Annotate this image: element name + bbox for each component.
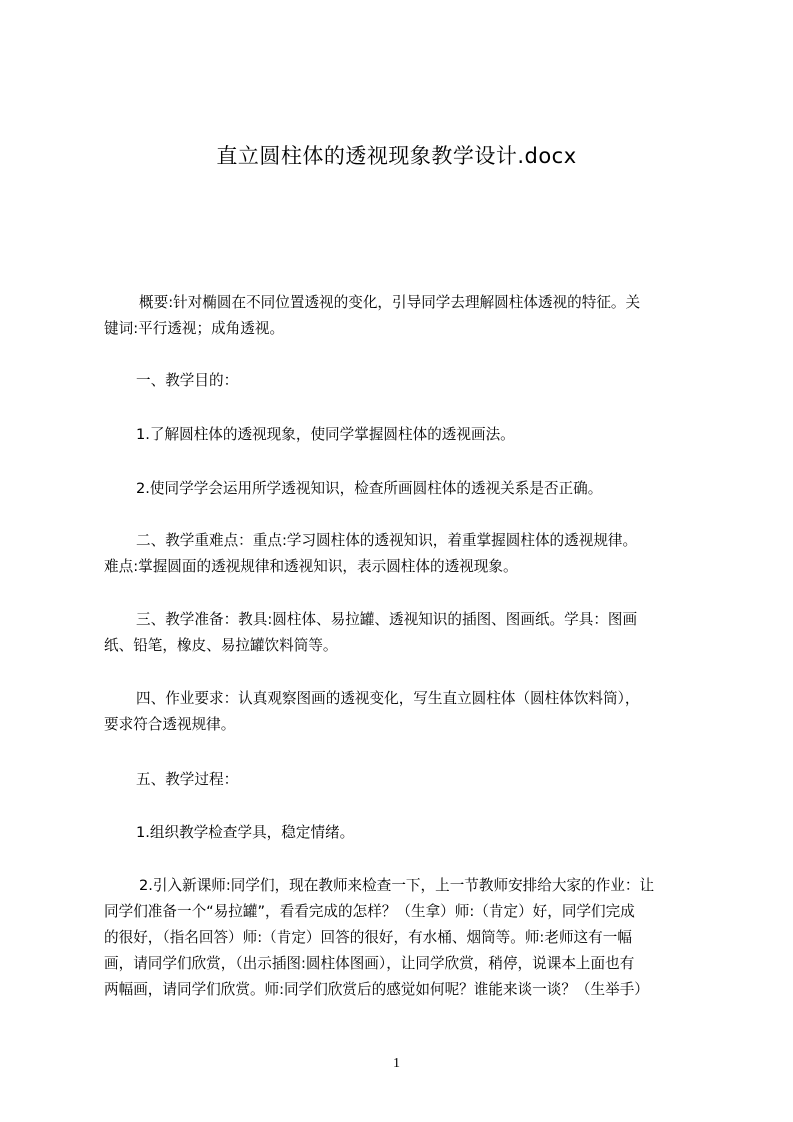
text-line: 五、教学过程： [136,771,239,788]
text-line: 同学们准备一个“易拉罐”，看看完成的怎样？（生拿）师:（肯定）好，同学们完成 [104,903,635,920]
text-line: 三、教学准备：教具:圆柱体、易拉罐、透视知识的插图、图画纸。学具：图画 [136,611,638,628]
list-item [104,476,704,502]
section-paragraph [104,686,704,738]
section-paragraph [104,607,704,659]
document-title: 直立圆柱体的透视现象教学设计.docx [216,144,577,168]
text-line: 1.了解圆柱体的透视现象，使同学掌握圆柱体的透视画法。 [136,426,515,443]
text-line: 的很好，（指名回答）师:（肯定）回答的很好，有水桶、烟筒等。师:老师这有一幅 [104,929,632,946]
text-line: 一、教学目的： [136,372,239,389]
text-line: 两幅画，请同学们欣赏。师:同学们欣赏后的感觉如何呢？谁能来谈一谈？（生举手） [104,981,649,998]
list-item [104,422,704,448]
abstract-paragraph [104,290,704,342]
text-line: 画，请同学们欣赏，（出示插图:圆柱体图画），让同学欣赏，稍停，说课本上面也有 [104,955,635,972]
text-line: 四、作业要求：认真观察图画的透视变化，写生直立圆柱体（圆柱体饮料筒）， [136,690,640,707]
text-line: 难点:掌握圆面的透视规律和透视知识，表示圆柱体的透视现象。 [104,558,518,575]
section-heading [104,767,704,793]
section-heading [104,368,704,394]
list-item [104,873,704,1003]
list-item [104,820,704,846]
section-paragraph [104,528,704,580]
text-line: 二、教学重难点：重点:学习圆柱体的透视知识，着重掌握圆柱体的透视规律。 [136,532,638,549]
text-line: 1.组织教学检查学具，稳定情绪。 [136,824,355,841]
text-line: 要求符合透视规律。 [104,716,236,733]
text-line: 概要:针对椭圆在不同位置透视的变化，引导同学去理解圆柱体透视的特征。关 [139,294,641,311]
text-line: 纸、铅笔，橡皮、易拉罐饮料筒等。 [104,637,338,654]
text-line: 2.使同学学会运用所学透视知识，检查所画圆柱体的透视关系是否正确。 [136,480,603,497]
page-number: 1 [393,1056,400,1071]
text-line: 2.引入新课师:同学们，现在教师来检查一下，上一节教师安排给大家的作业：让 [139,877,655,894]
text-line: 键词:平行透视；成角透视。 [104,320,285,337]
